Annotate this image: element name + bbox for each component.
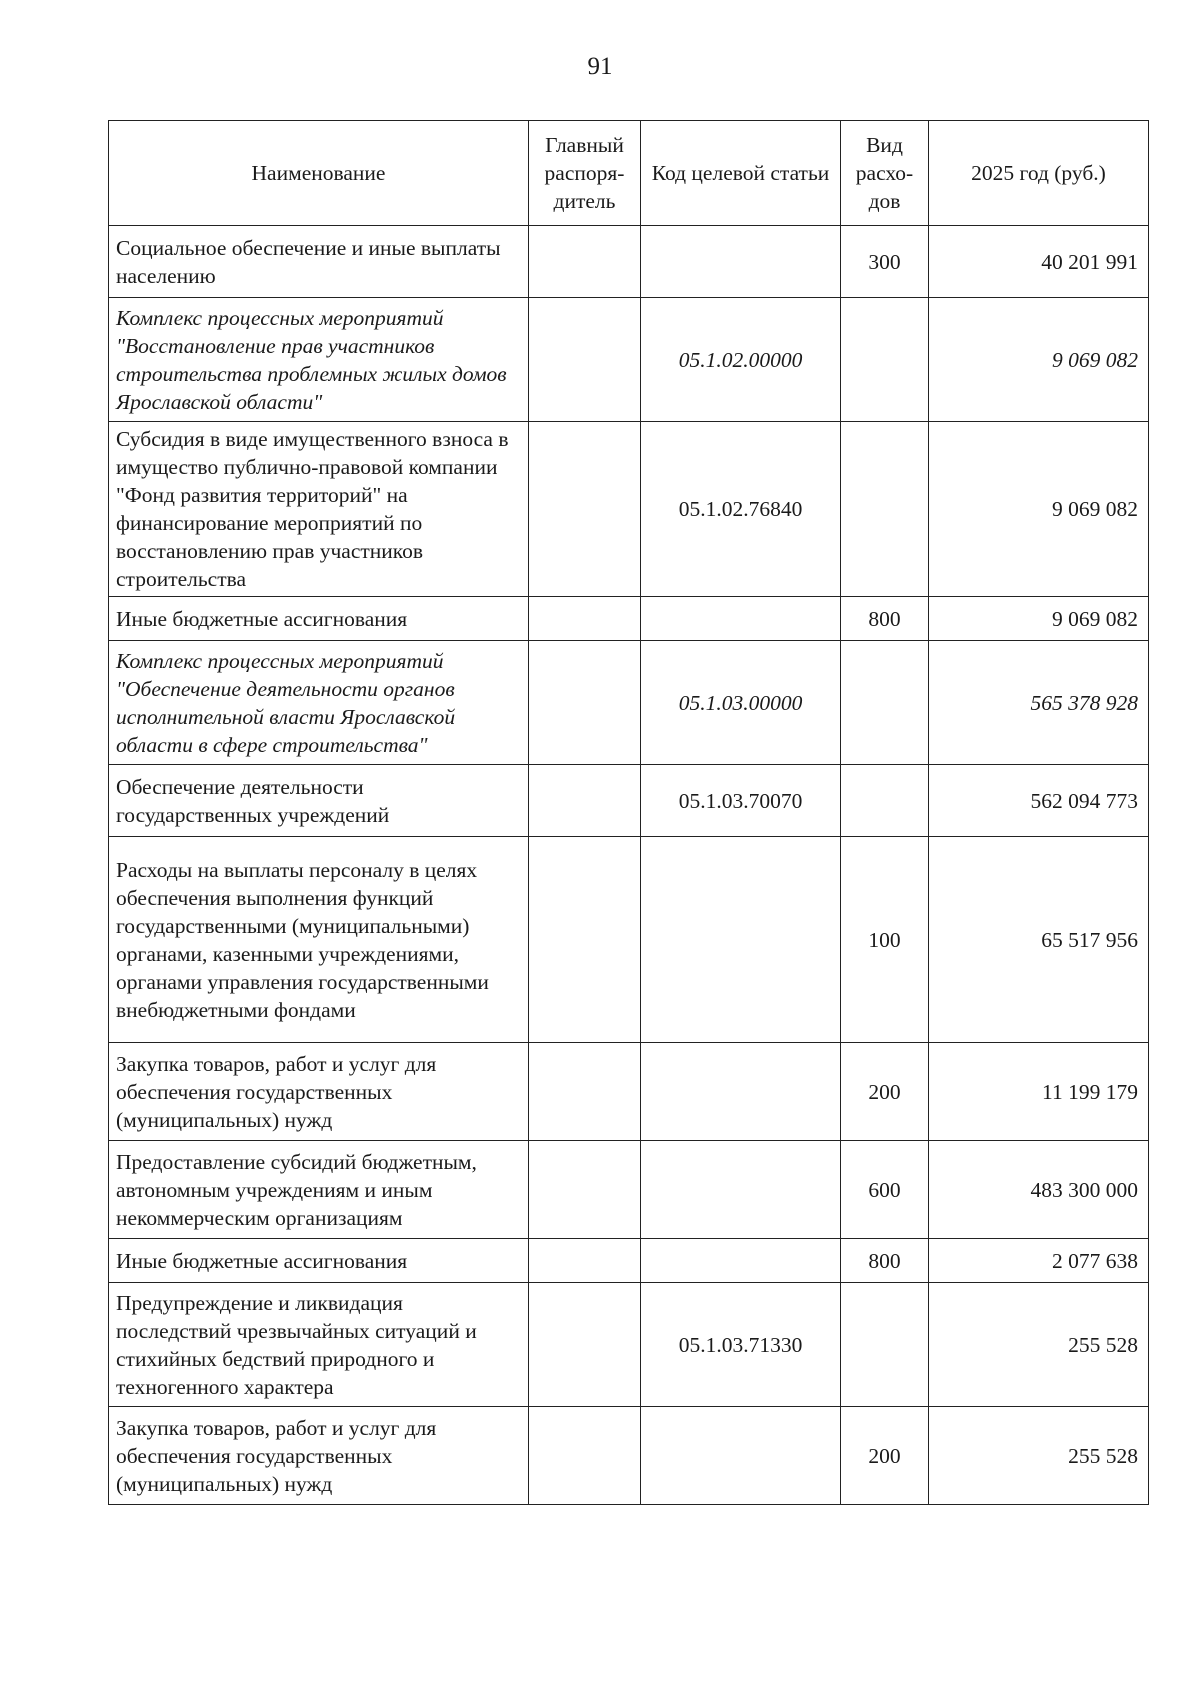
row-amount: 565 378 928 bbox=[929, 641, 1149, 765]
row-code: 05.1.03.70070 bbox=[641, 765, 841, 837]
row-name: Обеспечение деятельности государственных учреждений bbox=[109, 765, 529, 837]
row-name: Иные бюджетные ассигнования bbox=[109, 1239, 529, 1283]
row-name: Иные бюджетные ассигнования bbox=[109, 597, 529, 641]
table-header-row bbox=[109, 121, 1149, 226]
row-admin bbox=[529, 1283, 641, 1407]
row-code bbox=[641, 1043, 841, 1141]
table-row bbox=[109, 422, 1149, 597]
row-name: Предоставление субсидий бюджетным, автономным учреждениям и иным некоммерческим организациям bbox=[109, 1141, 529, 1239]
table-body bbox=[109, 226, 1149, 1505]
row-name: Расходы на выплаты персоналу в целях обеспечения выполнения функций государственными (муниципальными) органами, казенными учреждениями, органами управления государственными внебюджетными фондами bbox=[109, 837, 529, 1043]
row-type: 300 bbox=[841, 226, 929, 298]
row-code bbox=[641, 1407, 841, 1505]
header-admin: Главный распоря-дитель bbox=[529, 121, 641, 226]
table-row bbox=[109, 1141, 1149, 1239]
table-row bbox=[109, 765, 1149, 837]
row-code bbox=[641, 1141, 841, 1239]
row-code: 05.1.02.00000 bbox=[641, 298, 841, 422]
header-type: Вид расхо-дов bbox=[841, 121, 929, 226]
row-amount: 562 094 773 bbox=[929, 765, 1149, 837]
row-name: Закупка товаров, работ и услуг для обеспечения государственных (муниципальных) нужд bbox=[109, 1407, 529, 1505]
row-type: 100 bbox=[841, 837, 929, 1043]
header-amount: 2025 год (руб.) bbox=[929, 121, 1149, 226]
budget-table bbox=[108, 120, 1149, 1505]
row-amount: 9 069 082 bbox=[929, 422, 1149, 597]
table-row bbox=[109, 226, 1149, 298]
row-type: 200 bbox=[841, 1407, 929, 1505]
row-admin bbox=[529, 422, 641, 597]
row-type bbox=[841, 765, 929, 837]
row-amount: 255 528 bbox=[929, 1407, 1149, 1505]
table-row bbox=[109, 298, 1149, 422]
table-row bbox=[109, 641, 1149, 765]
row-amount: 40 201 991 bbox=[929, 226, 1149, 298]
table-row bbox=[109, 837, 1149, 1043]
table-row bbox=[109, 597, 1149, 641]
row-admin bbox=[529, 226, 641, 298]
row-type: 600 bbox=[841, 1141, 929, 1239]
row-admin bbox=[529, 837, 641, 1043]
row-code: 05.1.02.76840 bbox=[641, 422, 841, 597]
header-code: Код целевой статьи bbox=[641, 121, 841, 226]
page-number: 91 bbox=[587, 53, 613, 80]
row-admin bbox=[529, 1407, 641, 1505]
row-type: 800 bbox=[841, 597, 929, 641]
row-code: 05.1.03.00000 bbox=[641, 641, 841, 765]
row-type: 800 bbox=[841, 1239, 929, 1283]
row-amount: 65 517 956 bbox=[929, 837, 1149, 1043]
row-amount: 255 528 bbox=[929, 1283, 1149, 1407]
row-admin bbox=[529, 298, 641, 422]
row-code bbox=[641, 226, 841, 298]
row-admin bbox=[529, 597, 641, 641]
row-type bbox=[841, 298, 929, 422]
row-amount: 9 069 082 bbox=[929, 298, 1149, 422]
row-name: Комплекс процессных мероприятий "Обеспечение деятельности органов исполнительной власти Ярославской области в сфере строительства" bbox=[109, 641, 529, 765]
row-name: Субсидия в виде имущественного взноса в имущество публично-правовой компании "Фонд развития территорий" на финансирование мероприятий по восстановлению прав участников строительства bbox=[109, 422, 529, 597]
row-amount: 11 199 179 bbox=[929, 1043, 1149, 1141]
row-name: Социальное обеспечение и иные выплаты населению bbox=[109, 226, 529, 298]
table-row bbox=[109, 1043, 1149, 1141]
row-amount: 483 300 000 bbox=[929, 1141, 1149, 1239]
row-admin bbox=[529, 1043, 641, 1141]
table-row bbox=[109, 1283, 1149, 1407]
row-amount: 2 077 638 bbox=[929, 1239, 1149, 1283]
row-code: 05.1.03.71330 bbox=[641, 1283, 841, 1407]
row-code bbox=[641, 597, 841, 641]
row-type bbox=[841, 1283, 929, 1407]
row-type bbox=[841, 422, 929, 597]
row-code bbox=[641, 1239, 841, 1283]
row-admin bbox=[529, 1239, 641, 1283]
row-admin bbox=[529, 1141, 641, 1239]
row-name: Предупреждение и ликвидация последствий чрезвычайных ситуаций и стихийных бедствий природного и техногенного характера bbox=[109, 1283, 529, 1407]
row-type bbox=[841, 641, 929, 765]
row-code bbox=[641, 837, 841, 1043]
table-row bbox=[109, 1407, 1149, 1505]
row-admin bbox=[529, 765, 641, 837]
row-amount: 9 069 082 bbox=[929, 597, 1149, 641]
table-row bbox=[109, 1239, 1149, 1283]
header-name: Наименование bbox=[109, 121, 529, 226]
row-admin bbox=[529, 641, 641, 765]
row-name: Комплекс процессных мероприятий "Восстановление прав участников строительства проблемных жилых домов Ярославской области" bbox=[109, 298, 529, 422]
row-type: 200 bbox=[841, 1043, 929, 1141]
row-name: Закупка товаров, работ и услуг для обеспечения государственных (муниципальных) нужд bbox=[109, 1043, 529, 1141]
